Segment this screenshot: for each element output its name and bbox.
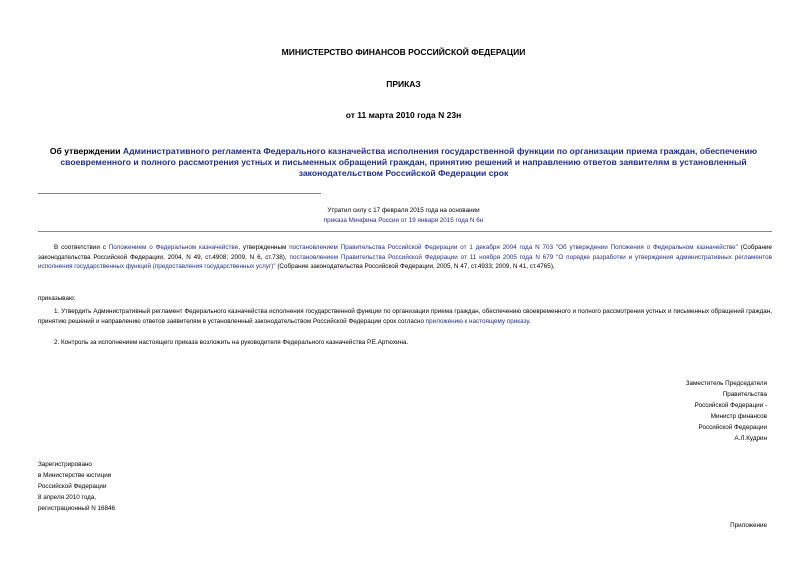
signature-line-3: Российской Федерации -: [694, 402, 767, 409]
annex-label: Приложение: [730, 522, 767, 529]
order-word: приказываю:: [38, 295, 76, 302]
status-divider: [38, 231, 772, 232]
preamble-paragraph: [38, 243, 772, 272]
ministry-heading: МИНИСТЕРСТВО ФИНАНСОВ РОССИЙСКОЙ ФЕДЕРАЦИИ: [281, 47, 526, 57]
registration-line-2: в Министерстве юстиции: [38, 472, 112, 479]
signature-block: [607, 378, 767, 444]
registration-line-1: Зарегистрировано: [38, 461, 92, 468]
item-1-text: 1. Утвердить Административный регламент Федерального казначейства исполнения государственной функции по организации приема граждан, обеспечению своевременного и полного рассмотрения устных и письменных обращений граждан, принятию решений и направлению ответов заявителям в установленный законодательством Российской Федерации срок согласно: [38, 308, 772, 325]
doc-type-heading: ПРИКАЗ: [386, 79, 421, 89]
preamble-text-4: (Собрание законодательства Российской Федерации, 2005, N 47, ст.4933; 2009, N 41, ст.4765),: [275, 263, 555, 271]
item-1-paragraph: [38, 307, 772, 326]
doc-date-number: от 11 марта 2010 года N 23н: [345, 110, 462, 120]
registration-line-3: Российской Федерации: [38, 483, 107, 490]
annex-link[interactable]: приложению к настоящему приказу: [425, 317, 529, 325]
title-regulation-link[interactable]: Административного регламента Федерального казначейства исполнения государственной функции по организации приема граждан, обеспечению своевременного и полного рассмотрения устных и письменных обращений граждан, принятию решений и направлению ответов заявителям в установленный законодательством Российской Федерации срок: [60, 146, 758, 178]
status-note-text: Утратил силу с 17 февраля 2015 года на основании: [327, 207, 480, 214]
registration-line-5: регистрационный N 16846: [38, 505, 116, 512]
resolution-679-link[interactable]: постановлением Правительства Российской Федерации от 11 ноября 2005 года N 679 "О порядке разработки и утверждения административных регламентов исполнения государственных функций (предоставления государственных услуг)": [38, 253, 773, 271]
registration-line-4: 8 апреля 2010 года,: [38, 494, 96, 501]
preamble-text-1: В соответствии с: [54, 244, 109, 251]
title-prefix: Об утверждении: [49, 146, 123, 156]
signature-line-5: Российской Федерации: [698, 424, 767, 431]
signature-line-6: А.Л.Кудрин: [734, 435, 767, 442]
treasury-regulation-link[interactable]: Положением о Федеральном казначействе: [108, 244, 239, 251]
resolution-703-link[interactable]: постановлением Правительства Российской Федерации от 1 декабря 2004 года N 703 "Об утверждении Положения о Федеральном казначействе": [289, 244, 738, 251]
signature-line-1: Заместитель Председателя: [685, 380, 767, 387]
status-note: [0, 206, 807, 225]
preamble-text-3: (Собрание законодательства Российской Федерации, 2004, N 49, ст.4908; 2009, N 6, ст.738),: [38, 244, 772, 261]
registration-block: [38, 459, 115, 514]
item-2-paragraph: 2. Контроль за исполнением настоящего приказа возложить на руководителя Федерального казначейства Р.Е.Артюхина.: [54, 339, 409, 346]
title-divider: [38, 193, 321, 194]
status-note-link[interactable]: приказа Минфина России от 19 января 2015 года N 6н: [323, 216, 484, 224]
document-title: [36, 146, 771, 179]
preamble-text-2: , утвержденным: [238, 244, 290, 251]
signature-line-2: Правительства: [722, 391, 767, 398]
signature-line-4: Министр финансов: [710, 413, 767, 420]
item-1-end: .: [528, 317, 531, 325]
